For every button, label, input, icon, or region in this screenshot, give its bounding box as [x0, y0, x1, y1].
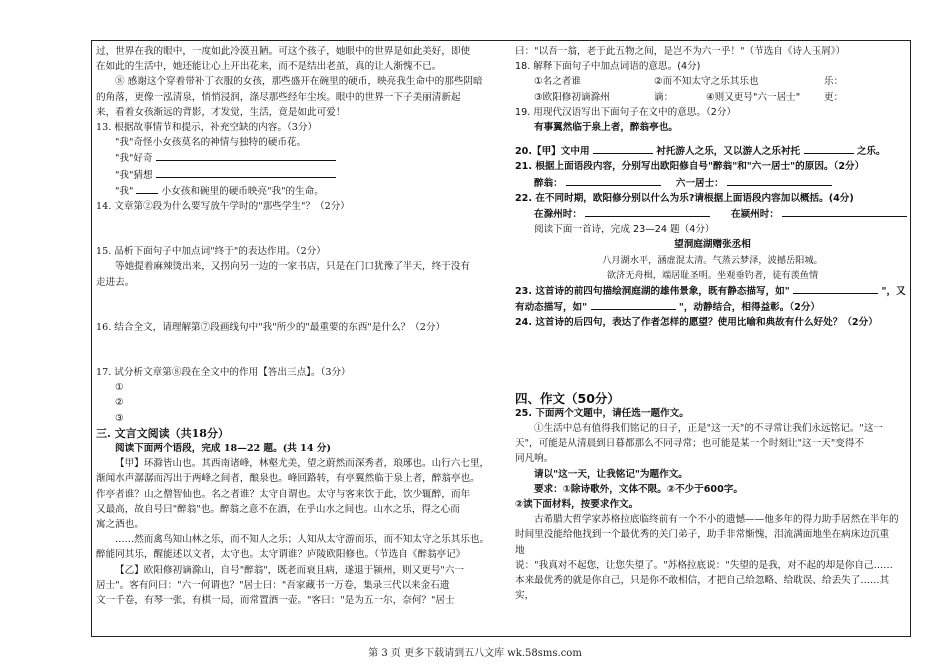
- material-line: 古希腊大哲学家苏格拉底临终前有一个不小的遗憾——他多年的得力助手居然在半年的: [534, 514, 899, 526]
- q20-blank-1[interactable]: [593, 143, 653, 154]
- q18-item-2: ②而不知太守之乐其乐也: [654, 76, 759, 88]
- question-13-item-a: "我"奇怪小女孩莫名的神情与独特的硬币花。: [115, 137, 307, 149]
- composition-1-line: 天"，可能是从清晨到日暮都那么不同寻常；也可能是某一个时刻让"这一天"变得不: [515, 438, 865, 450]
- composition-1-line: ①生活中总有值得我们铭记的日子，正是"这一天"的不寻常让我们永远铭记。"这一: [534, 423, 884, 435]
- question-17: 17. 试分析文章第⑧段在全文中的作用【答出三点】。（3分）: [96, 367, 351, 379]
- passage-jia-line: 【甲】环滁皆山也。其西南诸峰，林壑尤美，望之蔚然而深秀者，琅琊也。山行六七里，: [115, 458, 490, 470]
- poem-line: 欲济无舟楫，端居耻圣明。坐观垂钓者，徒有羡鱼情: [606, 269, 819, 281]
- paragraph-8-line: ⑧ 感谢这个穿着带补丁衣服的女孩，那些盛开在碗里的硬币，映亮我生命中的那些阴暗: [115, 76, 483, 88]
- question-20: [515, 143, 910, 159]
- q21-a-label: 醉翁：: [534, 177, 563, 189]
- composition-2-heading: ②读下面材料，按要求作文。: [515, 499, 639, 511]
- passage-yi-line: 曰："以吾一翁，老于此五物之间，是岂不为六一乎！"（节选自《诗人玉屑》）: [515, 46, 846, 57]
- question-17-point-1[interactable]: ①: [115, 382, 124, 394]
- q20-end: 之乐。: [856, 146, 886, 158]
- passage-jia-line: ……然而禽鸟知山林之乐，而不知人之乐；人知从太守游而乐，而不知太守之乐其乐也。: [115, 534, 490, 546]
- q23-post: "，又: [881, 286, 906, 298]
- question-18-row-1: [515, 74, 910, 89]
- right-column: [515, 44, 910, 604]
- passage-jia-line: 寓之酒也。: [96, 519, 144, 531]
- q18-item-3-label: 谪：: [654, 91, 674, 103]
- q22-a-label: 在滁州时：: [534, 209, 582, 221]
- q13d-answer-blank[interactable]: [136, 183, 158, 194]
- q20-pre: 20.【甲】文中用: [515, 146, 590, 158]
- question-19: 19. 用现代汉语写出下面句子在文中的意思。（2分）: [515, 106, 737, 118]
- answer-space[interactable]: [96, 290, 496, 320]
- q22-a-blank[interactable]: [585, 206, 710, 217]
- paragraph-8-line: 来，看着女孩渐远的背影，才发觉，生活，竟是如此可爱！: [96, 106, 346, 118]
- material-line: 地: [515, 544, 525, 556]
- poem-title: 望洞庭湖赠张丞相: [674, 239, 751, 251]
- question-17-point-3[interactable]: ③: [115, 412, 124, 424]
- material-line: 说："我真对不起您，让您失望了。"苏格拉底说："失望的是我，对不起的却是你自己……: [515, 559, 893, 571]
- question-15-sentence: 走进去。: [96, 276, 135, 288]
- q23-pre: 23. 这首诗的前四句描绘洞庭湖的雄伟景象，既有静态描写，如": [515, 286, 790, 298]
- composition-1-title: 请以"这一天，让我铭记"为题作文。: [534, 468, 688, 480]
- answer-space[interactable]: [96, 214, 496, 244]
- question-13-item-b: [96, 150, 496, 166]
- question-17-point-2[interactable]: ②: [115, 397, 124, 409]
- paragraph-8-line: 的角落，更像一泓清泉，悄悄浸润，涤尽那些经年尘埃。眼中的世界一下子美丽清新起: [96, 91, 461, 103]
- question-13-item-d: [96, 183, 496, 199]
- q18-item-4: ④则又更号"六一居士": [706, 91, 801, 103]
- page-footer: 第 3 页 更多下载请到五八文库 wk.58sms.com: [368, 648, 582, 659]
- passage-jia-line: 渐闻水声潺潺而泻出于两峰之间者，酿泉也。峰回路转，有亭翼然临于泉上者，醉翁亭也。: [96, 473, 480, 485]
- q13b-answer-blank[interactable]: [156, 150, 336, 161]
- question-15: 15. 品析下面句子中加点词"终于"的表达作用。（2分）: [96, 246, 326, 258]
- composition-1-requirements: 要求：①除诗歌外，文体不限。②不少于600字。: [534, 483, 743, 495]
- section-3-instruction: 阅读下面两个语段，完成 18—22 题。(共 14 分): [115, 443, 331, 455]
- q13c-label: "我"猜想: [115, 169, 153, 181]
- q21-b-label: 六一居士：: [675, 177, 724, 189]
- section-3-heading: 三. 文言文阅读（共18分）: [96, 426, 229, 440]
- q20-blank-2[interactable]: [804, 143, 854, 154]
- passage-yi-line: 文一千卷，有琴一张，有棋一局，而常置酒一壶。"客曰："是为五一尔，奈何？"居士: [96, 595, 455, 607]
- q18-item-2-label: 乐：: [824, 76, 844, 88]
- material-line: 本来最优秀的就是你自己，只是你不敢相信，才把自己给忽略、给耽误、给丢失了……其: [515, 575, 890, 587]
- q22-b-label: 在颍州时：: [731, 209, 779, 221]
- passage-jia-line: 作亭者谁？山之僧智仙也。名之者谁？太守自谓也。太守与客来饮于此，饮少辄醉，而年: [96, 488, 471, 500]
- q23-blank-2[interactable]: [591, 299, 676, 310]
- q13c-answer-blank[interactable]: [156, 167, 336, 178]
- question-25: 25. 下面两个文题中，请任选一题作文。: [515, 407, 689, 419]
- passage-jia-line: 醉能同其乐，醒能述以文者，太守也。太守谓谁？庐陵欧阳修也。（节选自《醉翁亭记》: [96, 549, 466, 561]
- left-column: [96, 44, 496, 608]
- poem-instruction: 阅读下面一首诗，完成 23—24 题（4分）: [534, 224, 715, 236]
- material-line: 实，: [515, 590, 535, 602]
- question-16: 16. 结合全文，请理解第⑦段画线句中"我"所少的"最重要的东西"是什么？（2分）: [96, 321, 446, 333]
- q21-b-blank[interactable]: [727, 175, 832, 186]
- question-18-row-2: [515, 90, 910, 105]
- question-21: 21. 根据上面语段内容，分别写出欧阳修自号"醉翁"和"六一居士"的原因。（2分）: [515, 161, 865, 173]
- q13d-pre: "我": [115, 185, 134, 197]
- passage-jia-line: 又最高，故自号曰"醉翁"也。醉翁之意不在酒，在乎山水之间也。山水之乐，得之心而: [96, 503, 460, 515]
- passage-yi-line: 居士"。客有问曰："六一何谓也？"居士曰："吾家藏书一万卷，集录三代以来金石遗: [96, 579, 450, 591]
- passage-yi-line: 【乙】欧阳修初谪滁山，自号"醉翁"，既老而衰且病，遂退于颍州，则又更号"六一: [115, 564, 465, 576]
- question-19-sentence: 有事翼然临于泉上者，醉翁亭也。: [534, 122, 678, 134]
- composition-1-line: 同凡响。: [515, 453, 554, 465]
- q13b-label: "我"好奇: [115, 153, 153, 165]
- q20-post: 衬托游人之乐，又以游人之乐衬托: [656, 146, 801, 158]
- question-21-answers: [515, 175, 910, 191]
- question-14: 14. 文章第②段为什么要写放午学时的"那些学生"？（2分）: [96, 201, 350, 213]
- answer-space[interactable]: [515, 331, 910, 391]
- q18-item-3: ③欧阳修初谪滁州: [534, 91, 610, 103]
- paragraph-line: 过，世界在我的眼中，一度如此冷漠丑陋。可这个孩子，她眼中的世界是如此美好，即使: [96, 46, 471, 57]
- section-4-heading: 四、作文（50分）: [515, 390, 620, 406]
- question-18: 18. 解释下面句子中加点词语的意思。(4分): [515, 61, 701, 73]
- question-23-cont: [515, 299, 910, 315]
- question-22: 22. 在不同时期，欧阳修分别以什么为乐?请根据上面语段内容加以概括。(4分): [515, 192, 854, 204]
- q23-blank-1[interactable]: [793, 283, 878, 294]
- question-15-sentence: 等她提着麻辣烫出来，又拐向另一边的一家书店，只是在门口犹豫了半天，终于没有: [115, 261, 470, 273]
- question-13: 13. 根据故事情节和提示，补充空缺的内容。（3分）: [96, 122, 318, 134]
- q23-pre-2: 有动态描写，如": [515, 302, 588, 314]
- answer-space[interactable]: [96, 335, 496, 365]
- paragraph-line: 在如此的生活中，她还能让心上开出花来，而不是结出老茧，真的让人渐愧不已。: [96, 61, 442, 73]
- q21-a-blank[interactable]: [566, 175, 661, 186]
- material-line: 时间里没能给他找到一个最优秀的关门弟子，助手非常惭愧，泪流满面地坐在病床边沉重: [515, 529, 890, 541]
- q23-post-2: "，动静结合，相得益彰。（2分）: [678, 302, 821, 314]
- q13d-post: 小女孩和碗里的硬币映亮"我"的生命。: [161, 185, 324, 197]
- q22-b-blank[interactable]: [782, 206, 907, 217]
- question-22-answers: [515, 206, 910, 222]
- poem-line: 八月湖水平，涵虚混太清。气蒸云梦泽，波撼岳阳城。: [602, 254, 823, 266]
- question-23: [515, 283, 910, 299]
- q18-item-1: ①名之者谁: [534, 76, 581, 88]
- question-24: 24. 这首诗的后四句，表达了作者怎样的愿望？使用比喻和典故有什么好处？（2分）: [515, 317, 878, 329]
- question-13-item-c: [96, 167, 496, 183]
- q18-item-4-label: 更：: [824, 91, 844, 103]
